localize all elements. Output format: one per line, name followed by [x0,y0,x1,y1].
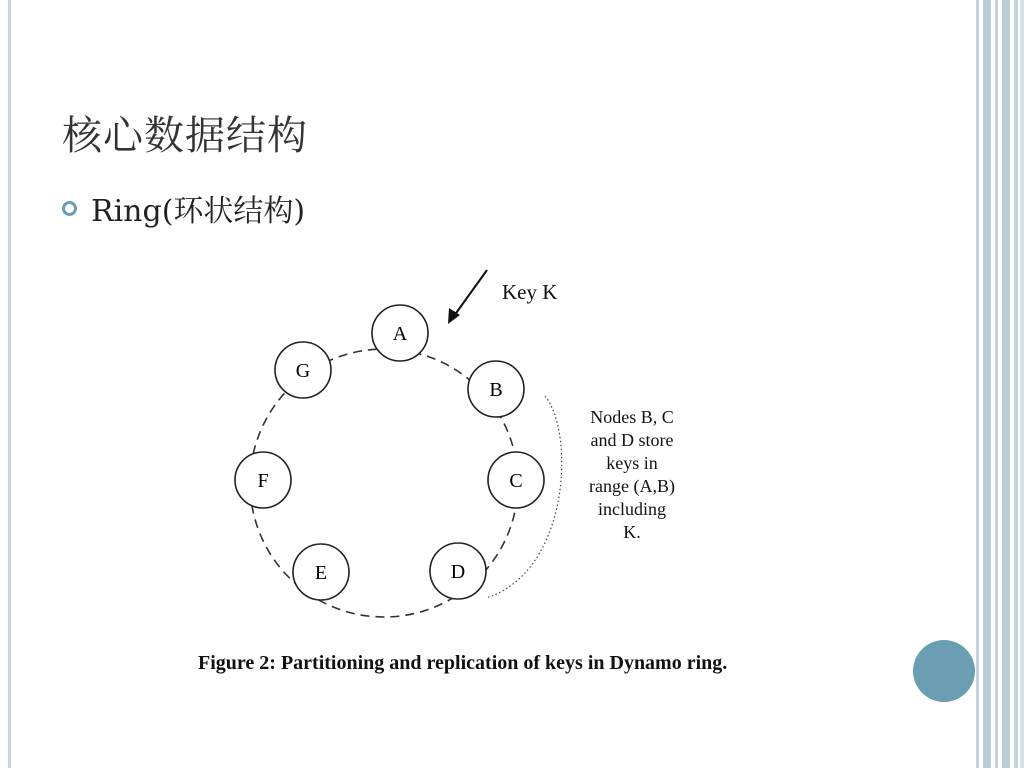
node-label: G [295,360,311,382]
left-border-line [8,0,11,768]
annotation-line: keys in [606,453,658,473]
slide-title: 核心数据结构 [62,113,308,159]
annotation-line: K. [623,522,641,542]
key-arrow [454,270,487,316]
ring-node-f [235,452,291,508]
decorative-circle [913,640,975,702]
key-label: Key K [502,280,558,304]
ring-diagram [190,262,780,642]
node-label: A [392,323,408,345]
node-label: F [257,470,269,492]
ring-node-c [488,452,544,508]
range-annotation [589,407,675,542]
ring-node-g [275,342,331,398]
ring-node-b [468,361,524,417]
right-decorative-stripes [976,0,1024,768]
dynamo-ring-figure [190,262,780,712]
annotation-line: Nodes B, C [590,407,674,427]
annotation-line: and D store [590,430,674,450]
ring-node-a [372,305,428,361]
annotation-line: range (A,B) [589,476,675,496]
ring-node-e [293,544,349,600]
node-label: E [314,562,328,584]
ring-node-d [430,543,486,599]
bullet-circle-icon [62,201,77,216]
bullet-text: Ring(环状结构) [91,194,306,229]
bullet-item [62,186,305,230]
node-label: B [489,379,503,401]
figure-caption: Figure 2: Partitioning and replication of keys in Dynamo ring. [198,652,728,674]
annotation-line: including [598,499,666,519]
node-label: C [509,470,523,492]
node-label: D [450,561,466,583]
